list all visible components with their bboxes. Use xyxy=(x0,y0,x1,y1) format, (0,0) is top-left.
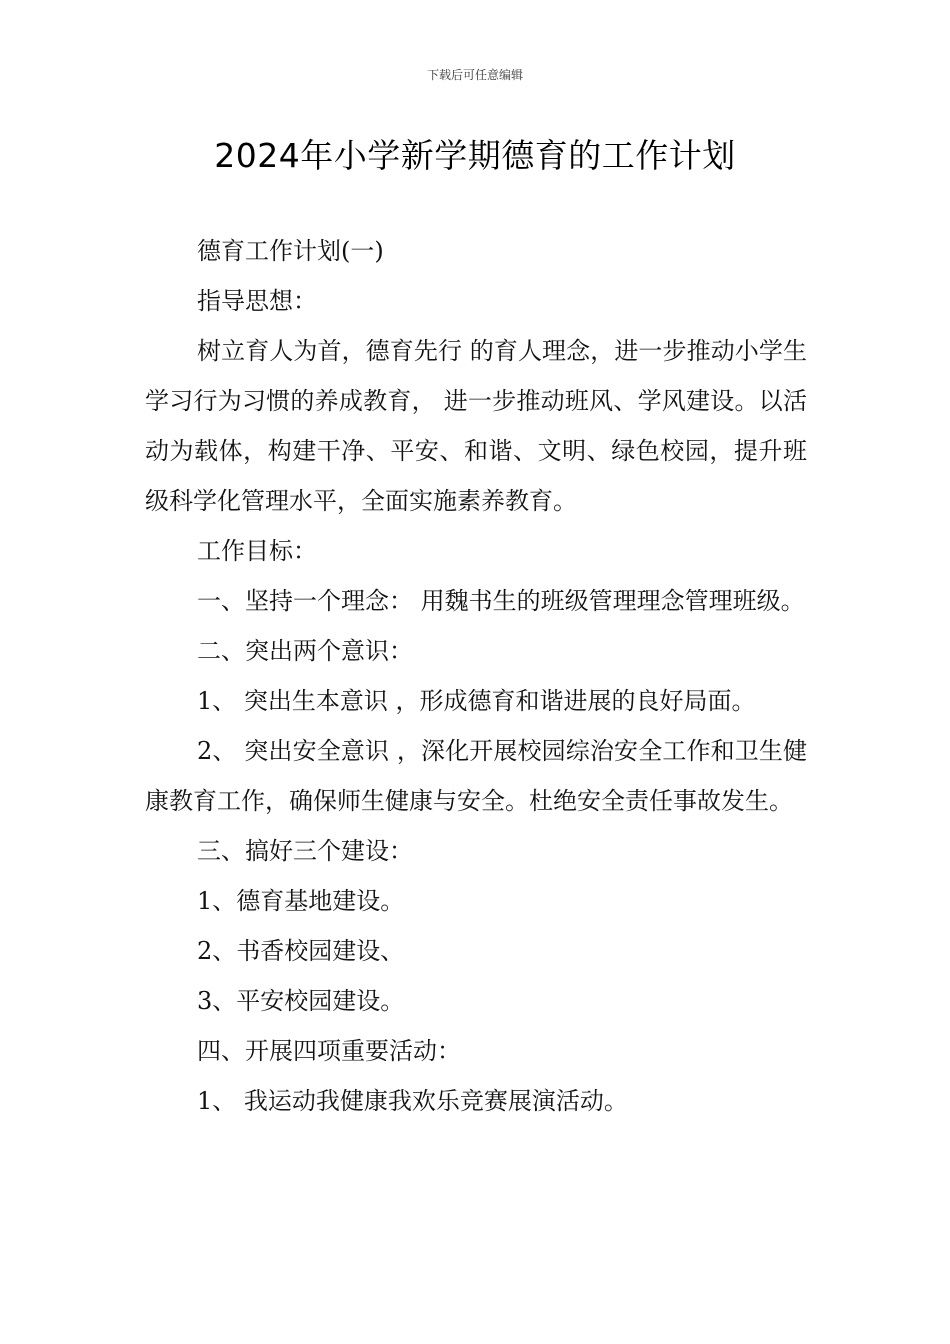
paragraph-guiding-thought: 树立育人为首，德育先行 的育人理念，进一步推动小学生学习行为习惯的养成教育， 进一步推动班风、学风建设。以活动为载体，构建干净、平安、和谐、文明、绿色校园，提升班级科学化管理水平，全面实施素养教育。 xyxy=(145,337,807,515)
document-body xyxy=(145,226,807,1126)
list-item-reading-campus: 2、书香校园建设、 xyxy=(197,937,405,965)
list-item-safe-campus: 3、平安校园建设。 xyxy=(197,987,405,1015)
list-item-student-awareness: 1、 突出生本意识 ，形成德育和谐进展的良好局面。 xyxy=(197,687,756,715)
list-item-safety-awareness: 2、 突出安全意识 ，深化开展校园综治安全工作和卫生健康教育工作，确保师生健康与安全。杜绝安全责任事故发生。 xyxy=(145,737,807,815)
goal-item-two-awareness: 二、突出两个意识： xyxy=(197,637,413,665)
goal-item-three-constructions: 三、搞好三个建设： xyxy=(197,837,413,865)
goal-item-four-activities: 四、开展四项重要活动： xyxy=(197,1037,461,1065)
list-item-moral-base: 1、德育基地建设。 xyxy=(197,887,405,915)
header-note: 下载后可任意编辑 xyxy=(426,68,523,82)
section-heading-goals: 工作目标： xyxy=(197,537,317,565)
section-heading-guiding-thought: 指导思想： xyxy=(197,287,317,315)
plan-subtitle: 德育工作计划(一) xyxy=(197,237,384,265)
list-item-sports-activity: 1、 我运动我健康我欢乐竞赛展演活动。 xyxy=(197,1087,628,1115)
document-title: 2024年小学新学期德育的工作计划 xyxy=(214,136,736,175)
goal-item-one-concept: 一、坚持一个理念： 用魏书生的班级管理理念管理班级。 xyxy=(197,587,805,615)
